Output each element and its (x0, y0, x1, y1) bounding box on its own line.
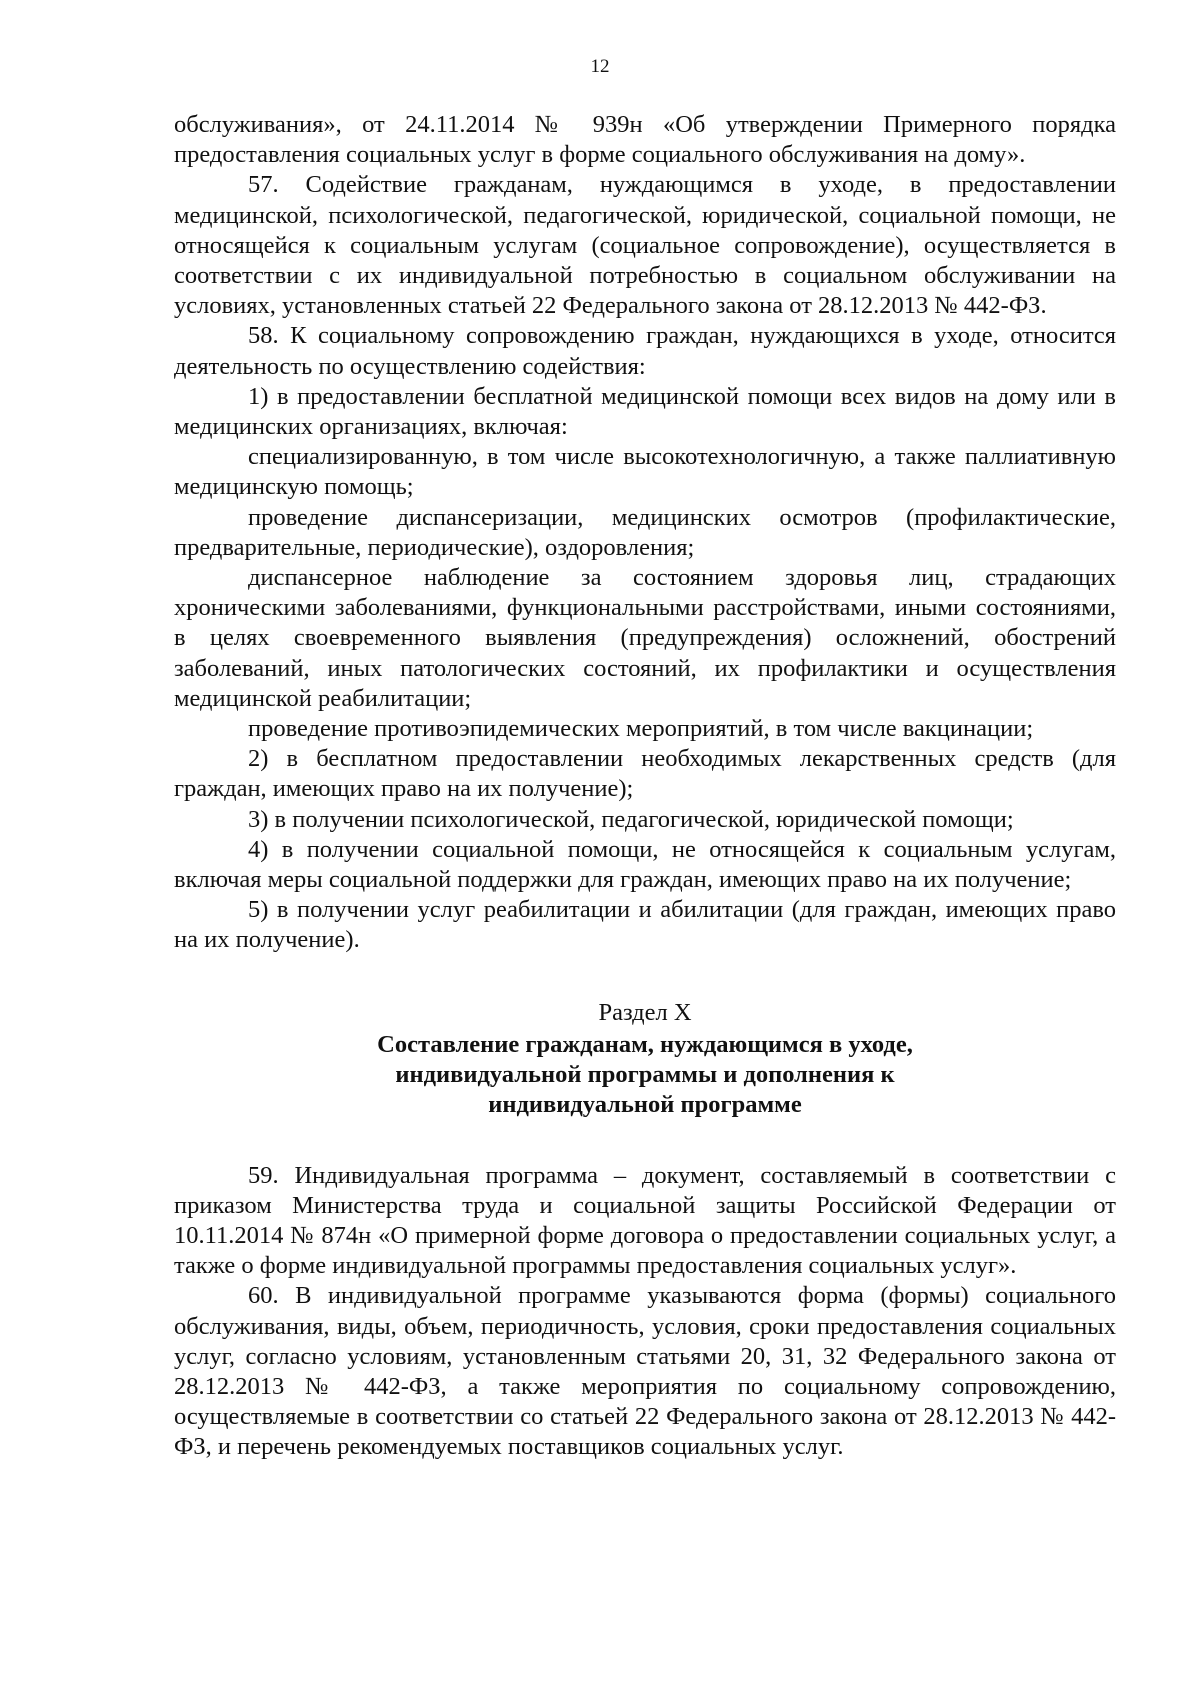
list-item: диспансерное наблюдение за состоянием здоровья лиц, страдающих хроническими заболеваниями, функциональными расстройствами, иными состояниями, в целях своевременного выявления (предупреждения) осложнений, обострений заболеваний, иных патологических состояний, их профилактики и осуществления медицинской реабилитации; (174, 564, 1116, 712)
paragraph-58: 58. К социальному сопровождению граждан, нуждающихся в уходе, относится деятельность по осуществлению содействия: (174, 322, 1116, 380)
list-item: 3) в получении психологической, педагогической, юридической помощи; (248, 805, 1014, 833)
page-number: 12 (590, 56, 610, 77)
list-item: специализированную, в том числе высокотехнологичную, а также паллиативную медицинскую помощь; (174, 443, 1116, 501)
list-item: 5) в получении услуг реабилитации и абилитации (для граждан, имеющих право на их получение). (174, 896, 1116, 954)
list-item: 1) в предоставлении бесплатной медицинской помощи всех видов на дому или в медицинских организациях, включая: (174, 382, 1116, 441)
section-heading (174, 998, 1116, 1121)
paragraph-60: 60. В индивидуальной программе указываются форма (формы) социального обслуживания, виды, объем, периодичность, условия, сроки предоставления социальных услуг, согласно условиям, установленным статьями 20, 31, 32 Федерального закона от 28.12.2013 № 442-ФЗ, а также мероприятия по социальному сопровождению, осуществляемые в соответствии со статьей 22 Федерального закона от 28.12.2013 № 442-ФЗ, и перечень рекомендуемых поставщиков социальных услуг. (174, 1282, 1116, 1461)
list-item: проведение противоэпидемических мероприятий, в том числе вакцинации; (248, 715, 1034, 743)
list-item: проведение диспансеризации, медицинских осмотров (профилактические, предварительные, периодические), оздоровления; (174, 503, 1116, 561)
section-label: Раздел X (598, 998, 692, 1026)
list-item: 2) в бесплатном предоставлении необходимых лекарственных средств (для граждан, имеющих право на их получение); (174, 745, 1116, 803)
section-title: Составление гражданам, нуждающимся в уходе, индивидуальной программы и дополнения к индивидуальной программе (377, 1030, 913, 1119)
paragraph-57: 57. Содействие гражданам, нуждающимся в уходе, в предоставлении медицинской, психологической, педагогической, юридической, социальной помощи, не относящейся к социальным услугам (социальное сопровождение), осуществляется в соответствии с их индивидуальной потребностью в социальном обслуживании на условиях, установленных статьей 22 Федерального закона от 28.12.2013 № 442-ФЗ. (174, 171, 1116, 320)
list-item: 4) в получении социальной помощи, не относящейся к социальным услугам, включая меры социальной поддержки для граждан, имеющих право на их получение; (174, 835, 1116, 894)
document-body (174, 110, 1116, 1463)
paragraph: обслуживания», от 24.11.2014 № 939н «Об утверждении Примерного порядка предоставления социальных услуг в форме социального обслуживания на дому». (174, 111, 1116, 169)
paragraph-59: 59. Индивидуальная программа – документ, составляемый в соответствии с приказом Министерства труда и социальной защиты Российской Федерации от 10.11.2014 № 874н «О примерной форме договора о предоставлении социальных услуг, а также о форме индивидуальной программы предоставления социальных услуг». (174, 1161, 1116, 1280)
